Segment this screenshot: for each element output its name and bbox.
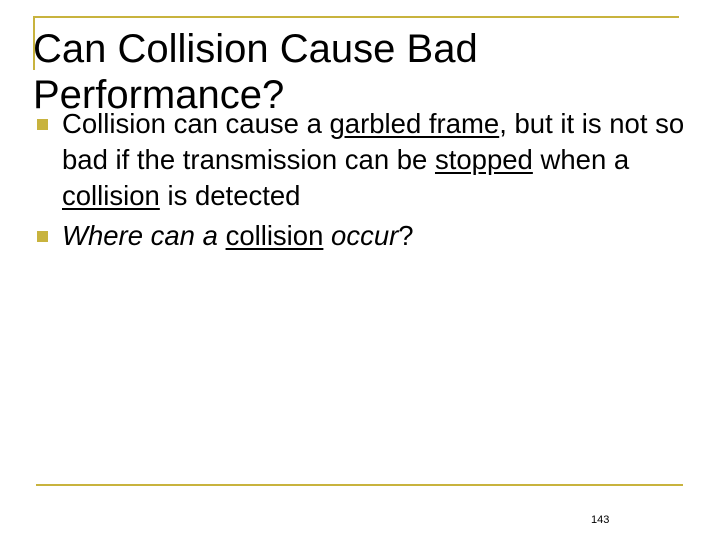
bottom-rule [36, 484, 683, 486]
bullet-text [62, 220, 414, 251]
bullet-list [36, 106, 686, 258]
text-segment: ? [398, 220, 414, 251]
text-segment: when a [532, 144, 630, 175]
text-segment: is detected [159, 180, 301, 211]
underlined-term: collision [62, 180, 160, 211]
square-bullet-icon [37, 231, 48, 242]
bullet-item-where-collision [36, 218, 686, 254]
underlined-term: garbled frame [329, 108, 500, 139]
text-segment: occur [323, 220, 399, 251]
text-segment: Where can a [62, 220, 226, 251]
top-rule [33, 16, 679, 18]
text-segment: Collision can cause a [62, 108, 330, 139]
text-segment: , but it is not so bad if the transmission can be [62, 108, 685, 175]
page-number: 143 [591, 514, 610, 526]
underlined-term: collision [225, 220, 324, 251]
bullet-text [62, 108, 684, 211]
slide-title: Can Collision Cause Bad Performance? [33, 27, 478, 117]
bullet-item-collision-effect [36, 106, 686, 214]
square-bullet-icon [37, 119, 48, 130]
underlined-term: stopped [434, 144, 533, 175]
